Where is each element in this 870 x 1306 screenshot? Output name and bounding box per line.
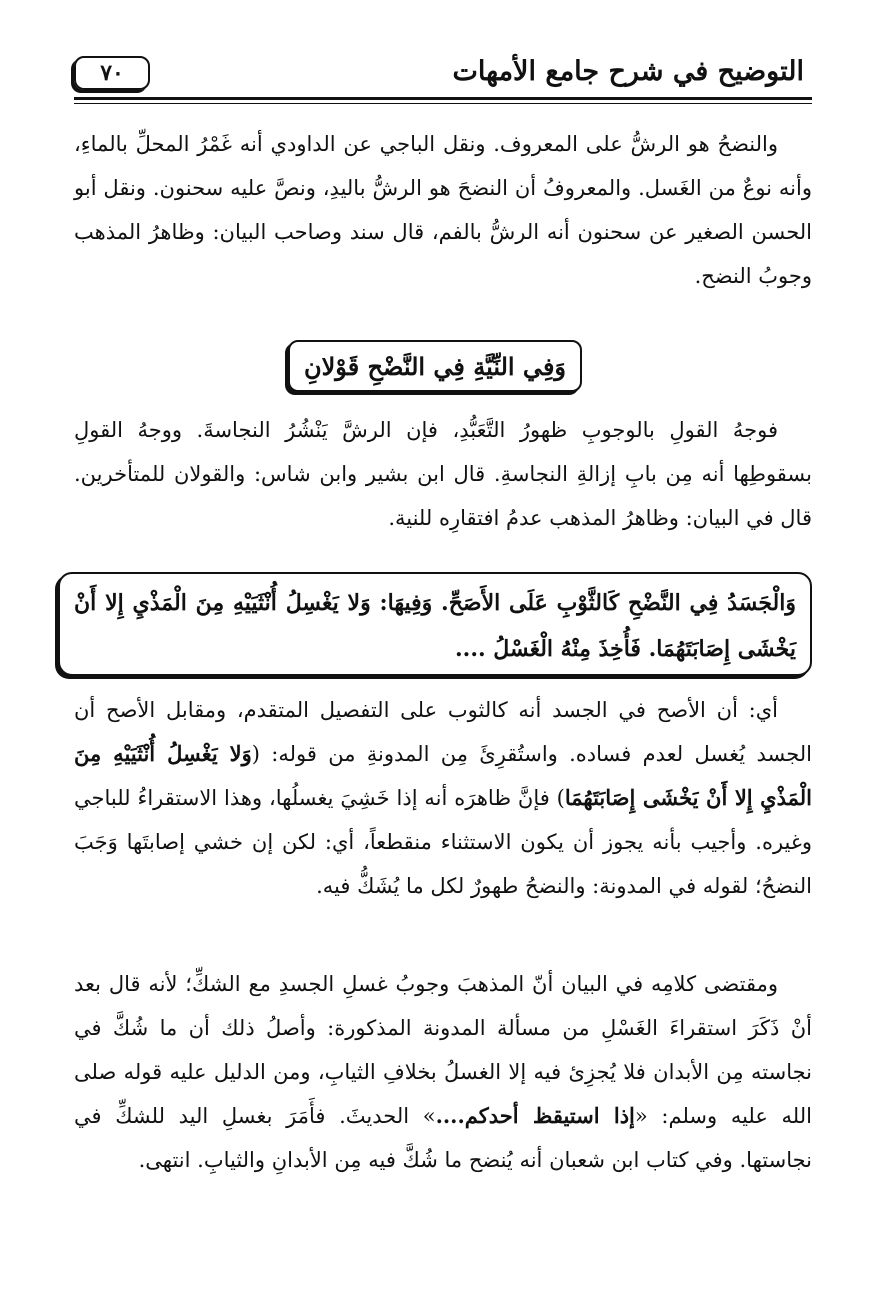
- final-paragraph: [74, 962, 812, 1182]
- opening-paragraph: والنضحُ هو الرشُّ على المعروف. ونقل الباجي عن الداودي أنه غَمْرُ المحلِّ بالماءِ، وأنه نوعٌ من الغَسل. والمعروفُ أن النضحَ هو الرشُّ باليدِ، ونصَّ عليه سحنون. ونقل أبو الحسن الصغير عن سحنون أنه الرشُّ بالفم، قال سند وصاحب البيان: وظاهرُ المذهب وجوبُ النضح.: [74, 132, 812, 288]
- header-rule: [74, 97, 812, 104]
- commentary-text-2: ) فإنَّ ظاهرَه أنه إذا خَشِيَ يغسلُها، وهذا الاستقراءُ للباجي وغيره. وأجيب بأنه يجوز أن يكون الاستثناء منقطعاً، أي: لكن إن خشي إصابتَها وَجَبَ النضحُ؛ لقوله في المدونة: والنضحُ طهورٌ لكل ما يُشَكُّ فيه.: [74, 786, 812, 898]
- final-text-1: ومقتضى كلامِه في البيان أنّ المذهبَ وجوبُ غسلِ الجسدِ مع الشكِّ؛ لأنه قال بعد أنْ ذَكَرَ استقراءَ الغَسْلِ من مسألة المدونة المذكورة: وأصلُ ذلك أن ما شُكَّ في نجاسته مِن الأبدان فلا يُجزِئ فيه إلا الغسلُ بخلافِ الثيابِ، ومن الدليل عليه قوله صلى الله عليه وسلم: «: [74, 972, 812, 1128]
- matn-text-box: [58, 572, 812, 676]
- heading-explanation-paragraph: فوجهُ القولِ بالوجوبِ ظهورُ التَّعَبُّدِ، فإن الرشَّ يَنْشُرُ النجاسةَ. ووجهُ القولِ بسقوطِها أنه مِن بابِ إزالةِ النجاسةِ. قال ابن بشير وابن شاس: والقولان للمتأخرين. قال في البيان: وظاهرُ المذهب عدمُ افتقارِه للنية.: [74, 418, 812, 530]
- matn-text: وَالْجَسَدُ فِي النَّضْحِ كَالثَّوْبِ عَلَى الأَصَحِّ. وَفِيهَا: وَلا يَغْسِلُ أُنْثَيَيْهِ مِنَ الْمَذْيِ إِلا أَنْ يَخْشَى إِصَابَتَهُمَا. فَأُخِذَ مِنْهُ الْغَسْلُ ....: [74, 590, 796, 662]
- commentary-paragraph: [74, 688, 812, 908]
- commentary-text-1: أي: أن الأصح في الجسد أنه كالثوب على التفصيل المتقدم، ومقابل الأصح أن الجسد يُغسل لعدم فساده. واستُقرِئَ مِن المدونةِ من قوله: (: [74, 698, 812, 766]
- section-heading: وَفِي النِّيَّةِ فِي النَّضْحِ قَوْلانِ: [288, 340, 582, 392]
- page-number: ٧٠: [74, 56, 150, 90]
- running-header: [74, 50, 812, 104]
- final-text-2: » الحديثَ. فأَمَرَ بغسلِ اليد للشكِّ في نجاستها. وفي كتاب ابن شعبان أنه يُنضح ما شُكَّ فيه مِن الأبدانِ والثيابِ. انتهى.: [74, 1104, 812, 1172]
- book-title: التوضيح في شرح جامع الأمهات: [452, 56, 804, 87]
- commentary-quote: وَلا يَغْسِلُ أُنْثَيَيْهِ مِنَ الْمَذْيِ إِلا أَنْ يَخْشَى إِصَابَتَهُمَا: [74, 741, 812, 810]
- hadith-quote: إذا استيقظ أحدكم....: [435, 1103, 635, 1128]
